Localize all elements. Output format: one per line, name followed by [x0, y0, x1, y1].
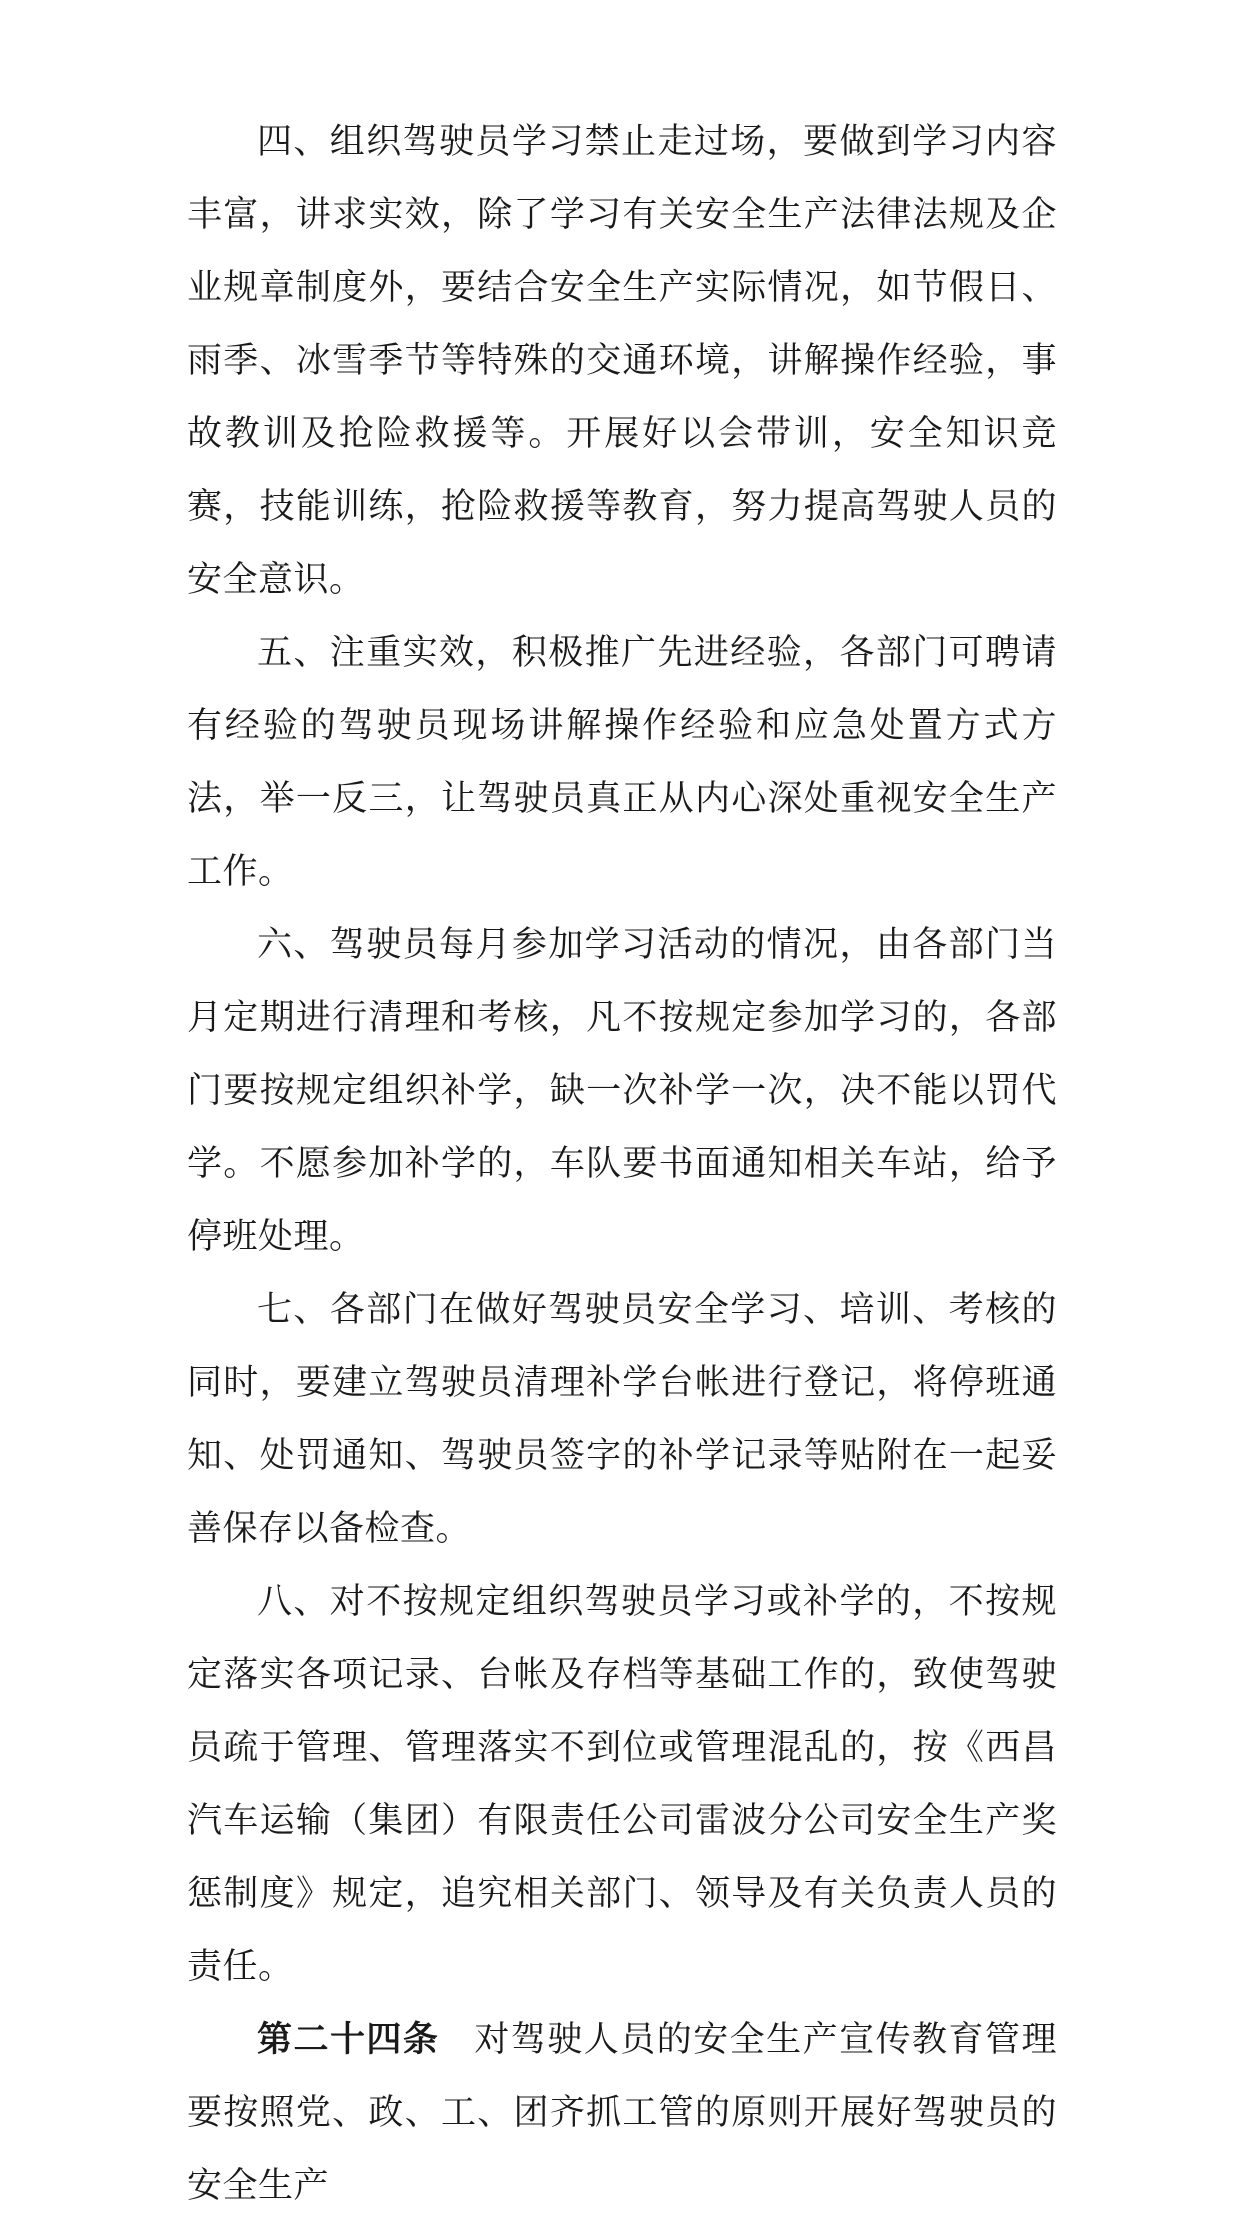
- article-text: 对驾驶人员的安全生产宣传教育管理要按照党、政、工、团齐抓工管的原则开展好驾驶员的安全生产: [187, 2020, 1057, 2206]
- paragraph-item-5: 五、注重实效，积极推广先进经验，各部门可聘请有经验的驾驶员现场讲解操作经验和应急处置方式方法，举一反三，让驾驶员真正从内心深处重视安全生产工作。: [187, 633, 1057, 892]
- paragraph-item-4: 四、组织驾驶员学习禁止走过场，要做到学习内容丰富，讲求实效，除了学习有关安全生产法律法规及企业规章制度外，要结合安全生产实际情况，如节假日、雨季、冰雪季节等特殊的交通环境，讲解操作经验，事故教训及抢险救援等。开展好以会带训，安全知识竞赛，技能训练，抢险救援等教育，努力提高驾驶人员的安全意识。: [187, 122, 1057, 600]
- article-heading: 第二十四条: [257, 2020, 440, 2060]
- paragraph-item-6: 六、驾驶员每月参加学习活动的情况，由各部门当月定期进行清理和考核，凡不按规定参加学习的，各部门要按规定组织补学，缺一次补学一次，决不能以罚代学。不愿参加补学的，车队要书面通知相关车站，给予停班处理。: [187, 925, 1057, 1257]
- paragraph-item-8: 八、对不按规定组织驾驶员学习或补学的，不按规定落实各项记录、台帐及存档等基础工作的，致使驾驶员疏于管理、管理落实不到位或管理混乱的，按《西昌汽车运输（集团）有限责任公司雷波分公司安全生产奖惩制度》规定，追究相关部门、领导及有关负责人员的责任。: [187, 1582, 1057, 1987]
- article-24-paragraph: [187, 2004, 1057, 2223]
- paragraph-item-7: 七、各部门在做好驾驶员安全学习、培训、考核的同时，要建立驾驶员清理补学台帐进行登记，将停班通知、处罚通知、驾驶员签字的补学记录等贴附在一起妥善保存以备检查。: [187, 1290, 1057, 1549]
- document-body: [187, 106, 1057, 2223]
